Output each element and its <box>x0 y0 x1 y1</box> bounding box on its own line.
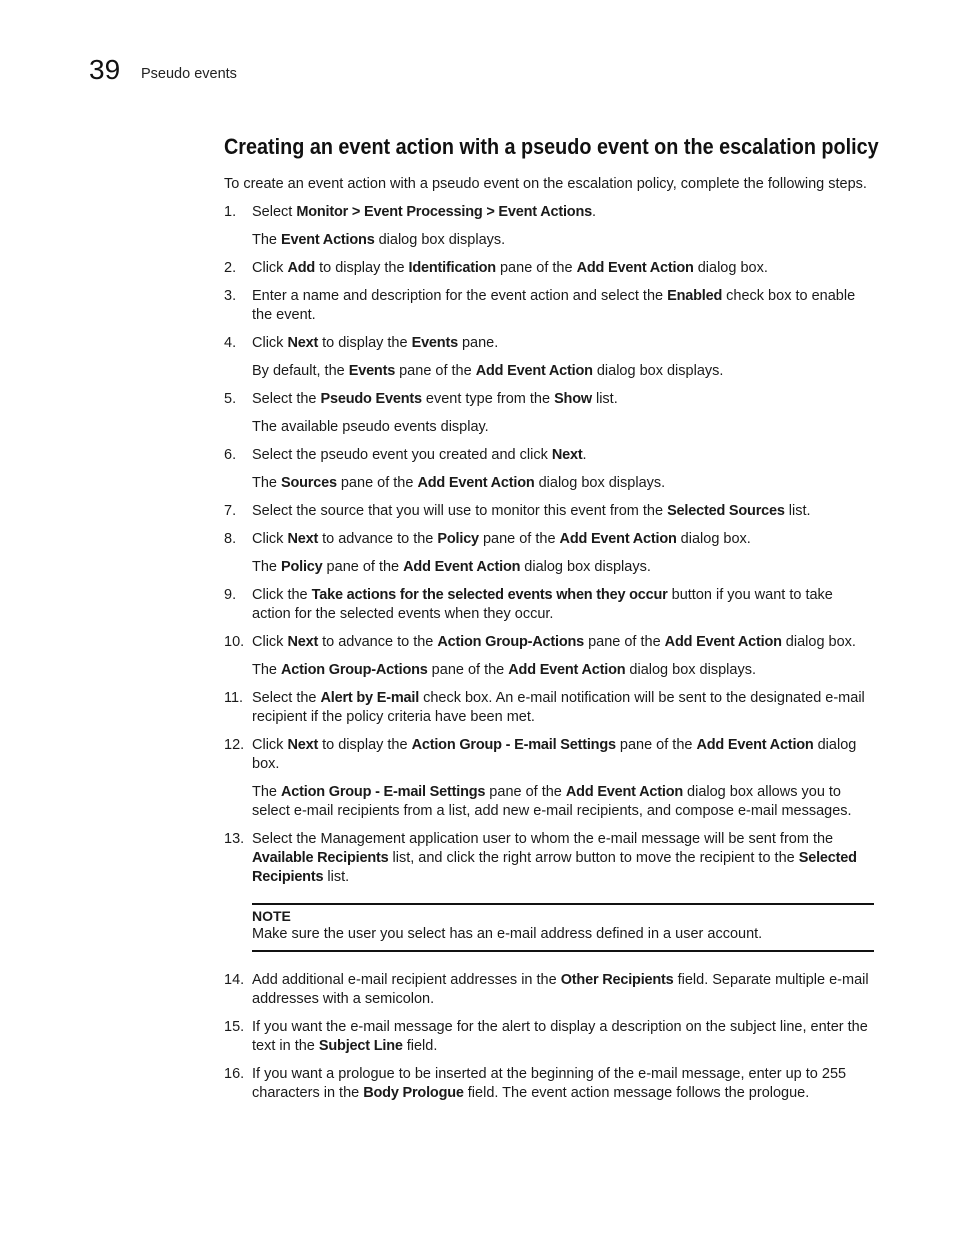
text-run: pane of the <box>584 634 665 650</box>
text-run: dialog box displays. <box>592 363 724 379</box>
ui-term: Policy <box>437 531 479 547</box>
step-item <box>224 1018 874 1056</box>
note-box <box>252 903 874 952</box>
step-text <box>252 287 874 325</box>
step-item <box>224 334 874 381</box>
step-item <box>224 530 874 577</box>
step-text <box>252 259 874 278</box>
text-run: list. <box>591 391 618 407</box>
step-number: 13. <box>224 831 245 847</box>
step-number: 10. <box>224 634 245 650</box>
ui-term: Add Event Action <box>565 784 684 800</box>
text-run: Select the pseudo event you created and click <box>252 447 552 463</box>
text-run: dialog box. <box>252 737 857 772</box>
text-run: to advance to the <box>318 634 438 650</box>
text-run: dialog box displays. <box>374 232 506 248</box>
ui-term: Next <box>287 634 319 650</box>
steps-list <box>224 203 874 1103</box>
text-run: dialog box allows you to select e-mail recipients from a list, add new e-mail recipients, and compose e-mail messages. <box>252 784 852 819</box>
text-run: Enter a name and description for the event action and select the <box>252 288 668 304</box>
text-run: The <box>252 662 282 678</box>
step-item <box>224 259 874 278</box>
text-run: dialog box displays. <box>534 475 666 491</box>
text-run: button if you want to take action for the selected events when they occur. <box>252 587 833 622</box>
text-run: Click <box>252 335 288 351</box>
step-text <box>252 736 874 774</box>
text-run: Select the source that you will use to monitor this event from the <box>252 503 668 519</box>
section-title: Creating an event action with a pseudo event on the escalation policy <box>224 134 879 159</box>
ui-term: Policy <box>281 559 323 575</box>
step-item <box>224 1065 874 1103</box>
step-text <box>252 830 874 887</box>
step-result <box>252 474 874 493</box>
text-run: list. <box>323 869 350 885</box>
ui-term: Add Event Action <box>576 260 694 276</box>
text-run: to display the <box>318 335 412 351</box>
step-text <box>252 203 874 222</box>
note-text: Make sure the user you select has an e-mail address defined in a user account. <box>252 926 763 942</box>
text-run: The <box>252 559 282 575</box>
text-run: pane of the <box>322 559 404 575</box>
text-run: dialog box. <box>676 531 751 547</box>
step-result <box>252 362 874 381</box>
ui-term: Action Group - E-mail Settings <box>281 784 486 800</box>
step-item <box>224 586 874 624</box>
text-run: check box to enable the event. <box>252 288 856 323</box>
ui-term: Monitor > Event Processing > Event Actions <box>296 204 592 220</box>
text-run: By default, the <box>252 363 349 379</box>
intro-paragraph: To create an event action with a pseudo event on the escalation policy, complete the following steps. <box>224 176 867 192</box>
ui-term: Other Recipients <box>560 972 674 988</box>
ui-term: Selected Sources <box>667 503 785 519</box>
text-run: Click <box>252 260 288 276</box>
text-run: pane of the <box>336 475 418 491</box>
step-number: 1. <box>224 204 237 220</box>
text-run: dialog box. <box>781 634 856 650</box>
text-run: field. <box>402 1038 438 1054</box>
step-item <box>224 971 874 1009</box>
ui-term: Next <box>287 737 319 753</box>
step-number: 4. <box>224 335 237 351</box>
ui-term: Action Group - E-mail Settings <box>411 737 616 753</box>
text-run: to advance to the <box>318 531 438 547</box>
step-text <box>252 446 874 465</box>
step-item <box>224 203 874 250</box>
text-run: The <box>252 475 282 491</box>
text-run: If you want the e-mail message for the alert to display a description on the subject line, enter the text in the <box>252 1019 868 1054</box>
ui-term: Events <box>348 363 396 379</box>
ui-term: Events <box>411 335 458 351</box>
text-run: pane. <box>457 335 499 351</box>
ui-term: Add Event Action <box>508 662 626 678</box>
text-run: pane of the <box>395 363 476 379</box>
text-run: list. <box>784 503 811 519</box>
text-run: pane of the <box>615 737 697 753</box>
text-run: . <box>582 447 587 463</box>
step-number: 6. <box>224 447 237 463</box>
text-run: Select the <box>252 690 321 706</box>
text-run: Select the <box>252 391 321 407</box>
step-text <box>252 334 874 353</box>
ui-term: Add Event Action <box>696 737 814 753</box>
ui-term: Next <box>551 447 583 463</box>
text-run: dialog box displays. <box>520 559 651 575</box>
step-result <box>252 783 874 821</box>
text-run: dialog box displays. <box>625 662 756 678</box>
step-text <box>252 530 874 549</box>
step-number: 11. <box>224 690 244 706</box>
step-number: 15. <box>224 1019 245 1035</box>
text-run: pane of the <box>495 260 577 276</box>
step-text <box>252 971 874 1009</box>
ui-term: Add Event Action <box>559 531 677 547</box>
ui-term: Event Actions <box>281 232 375 248</box>
text-run: If you want a prologue to be inserted at the beginning of the e-mail message, enter up to 255 characters in the <box>252 1066 847 1101</box>
text-run: list, and click the right arrow button to move the recipient to the <box>388 850 799 866</box>
ui-term: Next <box>287 531 319 547</box>
text-run: Click <box>252 531 288 547</box>
text-run: to display the <box>318 737 412 753</box>
ui-term: Body Prologue <box>363 1085 464 1101</box>
step-result <box>252 558 874 577</box>
text-run: event type from the <box>421 391 555 407</box>
ui-term: Add <box>287 260 316 276</box>
text-run: Select <box>252 204 297 220</box>
step-number: 8. <box>224 531 237 547</box>
step-item <box>224 446 874 493</box>
text-run: Click <box>252 737 288 753</box>
text-run: field. Separate multiple e-mail addresses with a semicolon. <box>252 972 869 1007</box>
step-item <box>224 390 874 437</box>
text-run: to display the <box>315 260 409 276</box>
step-number: 16. <box>224 1066 245 1082</box>
ui-term: Alert by E-mail <box>320 690 420 706</box>
ui-term: Add Event Action <box>403 559 521 575</box>
text-run: dialog box. <box>693 260 768 276</box>
main-content <box>224 133 879 1112</box>
ui-term: Next <box>287 335 319 351</box>
text-run: . <box>591 204 597 220</box>
step-number: 12. <box>224 737 245 753</box>
step-result <box>252 661 874 680</box>
step-text <box>252 1065 874 1103</box>
ui-term: Identification <box>408 260 496 276</box>
step-item <box>224 287 874 325</box>
ui-term: Show <box>554 391 592 407</box>
step-number: 5. <box>224 391 237 407</box>
step-item <box>224 736 874 821</box>
ui-term: Take actions for the selected events when they occur <box>311 587 668 603</box>
step-text <box>252 390 874 409</box>
ui-term: Action Group-Actions <box>281 662 428 678</box>
text-run: The <box>252 784 282 800</box>
text-run: check box. An e-mail notification will be sent to the designated e-mail recipient if the policy criteria have been met. <box>252 690 865 725</box>
text-run: pane of the <box>485 784 566 800</box>
step-item <box>224 830 874 952</box>
step-item <box>224 689 874 727</box>
ui-term: Available Recipients <box>252 850 389 866</box>
chapter-number: 39 <box>89 54 121 85</box>
text-run: Click the <box>252 587 312 603</box>
step-result <box>252 418 874 437</box>
text-run: The available pseudo events display. <box>252 419 489 435</box>
step-result <box>252 231 874 250</box>
text-run: Click <box>252 634 288 650</box>
ui-term: Selected Recipients <box>252 850 857 885</box>
ui-term: Enabled <box>667 288 723 304</box>
ui-term: Pseudo Events <box>320 391 422 407</box>
note-label: NOTE <box>252 908 291 924</box>
step-item <box>224 633 874 680</box>
step-number: 14. <box>224 972 245 988</box>
step-text <box>252 586 874 624</box>
ui-term: Add Event Action <box>475 363 593 379</box>
text-run: pane of the <box>427 662 509 678</box>
ui-term: Sources <box>281 475 337 491</box>
step-number: 2. <box>224 260 237 276</box>
step-text <box>252 689 874 727</box>
step-number: 9. <box>224 587 237 603</box>
step-number: 3. <box>224 288 237 304</box>
text-run: field. The event action message follows the prologue. <box>463 1085 810 1101</box>
ui-term: Add Event Action <box>664 634 782 650</box>
chapter-title: Pseudo events <box>141 66 237 82</box>
step-text <box>252 633 874 652</box>
step-item <box>224 502 874 521</box>
ui-term: Action Group-Actions <box>437 634 585 650</box>
text-run: Add additional e-mail recipient addresses in the <box>252 972 561 988</box>
text-run: Select the Management application user to whom the e-mail message will be sent from the <box>252 831 834 847</box>
ui-term: Subject Line <box>318 1038 403 1054</box>
step-number: 7. <box>224 503 237 519</box>
step-text <box>252 502 874 521</box>
text-run: pane of the <box>478 531 560 547</box>
step-text <box>252 1018 874 1056</box>
text-run: The <box>252 232 282 248</box>
ui-term: Add Event Action <box>417 475 535 491</box>
